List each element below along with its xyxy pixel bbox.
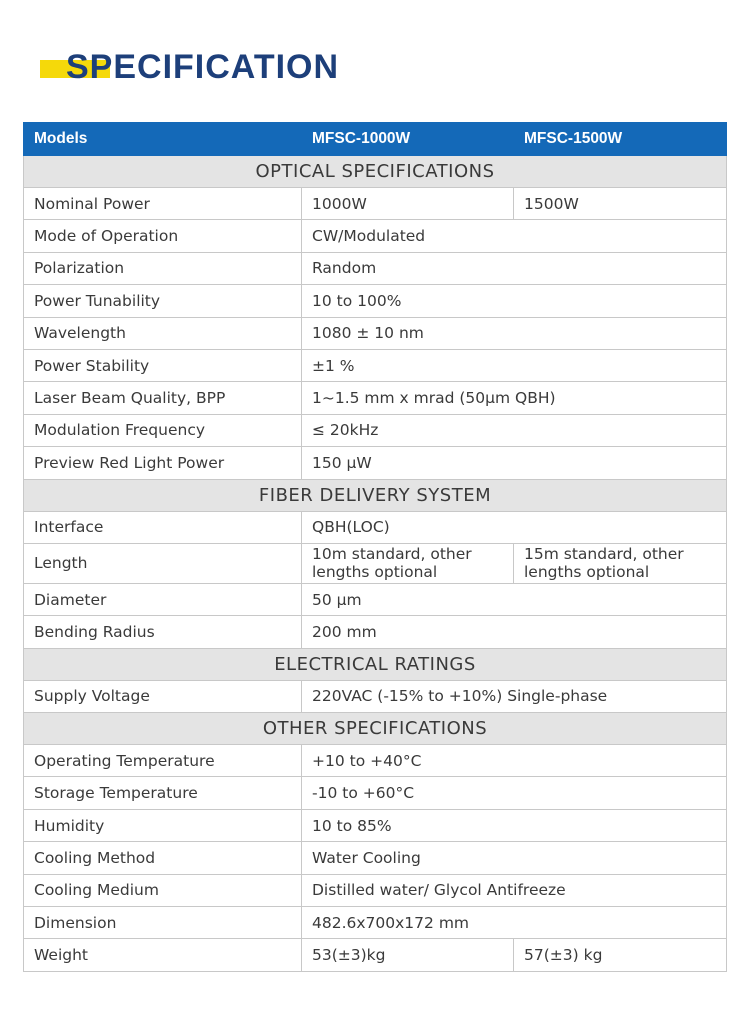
table-row <box>24 414 727 446</box>
spec-table <box>23 122 727 972</box>
header-models: Models <box>24 123 302 156</box>
row-label: Humidity <box>24 809 302 841</box>
page-title <box>40 48 339 88</box>
row-value-1000w: 53(±3)kg <box>302 939 514 971</box>
row-value: ≤ 20kHz <box>302 414 727 446</box>
row-value: Random <box>302 252 727 284</box>
row-label: Dimension <box>24 907 302 939</box>
row-label: Polarization <box>24 252 302 284</box>
table-row <box>24 285 727 317</box>
row-label: Operating Temperature <box>24 745 302 777</box>
table-row <box>24 543 727 583</box>
row-value: 220VAC (-15% to +10%) Single-phase <box>302 680 727 712</box>
row-value: Water Cooling <box>302 842 727 874</box>
table-row <box>24 939 727 971</box>
row-label: Interface <box>24 511 302 543</box>
row-value: 1~1.5 mm x mrad (50μm QBH) <box>302 382 727 414</box>
row-label: Supply Voltage <box>24 680 302 712</box>
row-label: Length <box>24 543 302 583</box>
row-label: Cooling Method <box>24 842 302 874</box>
title-text <box>40 48 339 86</box>
table-row <box>24 809 727 841</box>
row-label: Cooling Medium <box>24 874 302 906</box>
row-label: Diameter <box>24 583 302 615</box>
table-row <box>24 874 727 906</box>
row-value: 10 to 100% <box>302 285 727 317</box>
row-value: -10 to +60°C <box>302 777 727 809</box>
table-row <box>24 317 727 349</box>
section-heading: OPTICAL SPECIFICATIONS <box>24 156 727 188</box>
section-other <box>24 713 727 745</box>
table-row <box>24 907 727 939</box>
row-label: Laser Beam Quality, BPP <box>24 382 302 414</box>
row-label: Nominal Power <box>24 188 302 220</box>
row-label: Preview Red Light Power <box>24 447 302 479</box>
row-label: Power Stability <box>24 349 302 381</box>
row-value: 482.6x700x172 mm <box>302 907 727 939</box>
row-value: 150 μW <box>302 447 727 479</box>
row-label: Mode of Operation <box>24 220 302 252</box>
row-value: Distilled water/ Glycol Antifreeze <box>302 874 727 906</box>
row-label: Power Tunability <box>24 285 302 317</box>
table-row <box>24 447 727 479</box>
header-model-1000w: MFSC-1000W <box>302 123 514 156</box>
section-electrical <box>24 648 727 680</box>
section-optical <box>24 156 727 188</box>
table-row <box>24 511 727 543</box>
table-row <box>24 680 727 712</box>
section-fiber <box>24 479 727 511</box>
row-value-1500w: 57(±3) kg <box>514 939 727 971</box>
row-value: QBH(LOC) <box>302 511 727 543</box>
table-header <box>24 123 727 156</box>
table-row <box>24 842 727 874</box>
row-value-1000w: 1000W <box>302 188 514 220</box>
row-label: Storage Temperature <box>24 777 302 809</box>
table-row <box>24 220 727 252</box>
section-heading: FIBER DELIVERY SYSTEM <box>24 479 727 511</box>
table-row <box>24 349 727 381</box>
row-value: 200 mm <box>302 616 727 648</box>
table-row <box>24 252 727 284</box>
row-value: 1080 ± 10 nm <box>302 317 727 349</box>
row-label: Wavelength <box>24 317 302 349</box>
row-value: 10 to 85% <box>302 809 727 841</box>
table-row <box>24 745 727 777</box>
row-value-1500w: 1500W <box>514 188 727 220</box>
row-label: Weight <box>24 939 302 971</box>
row-label: Bending Radius <box>24 616 302 648</box>
table-row <box>24 616 727 648</box>
row-value: +10 to +40°C <box>302 745 727 777</box>
row-label: Modulation Frequency <box>24 414 302 446</box>
table-row <box>24 777 727 809</box>
header-model-1500w: MFSC-1500W <box>514 123 727 156</box>
row-value: CW/Modulated <box>302 220 727 252</box>
title-rest: ECIFICATION <box>113 48 340 86</box>
section-heading: OTHER SPECIFICATIONS <box>24 713 727 745</box>
row-value-1500w: 15m standard, other lengths optional <box>514 543 727 583</box>
table-row <box>24 382 727 414</box>
table-row <box>24 188 727 220</box>
section-heading: ELECTRICAL RATINGS <box>24 648 727 680</box>
title-accent: SP <box>66 48 114 86</box>
table-row <box>24 583 727 615</box>
row-value: ±1 % <box>302 349 727 381</box>
row-value-1000w: 10m standard, other lengths optional <box>302 543 514 583</box>
row-value: 50 μm <box>302 583 727 615</box>
